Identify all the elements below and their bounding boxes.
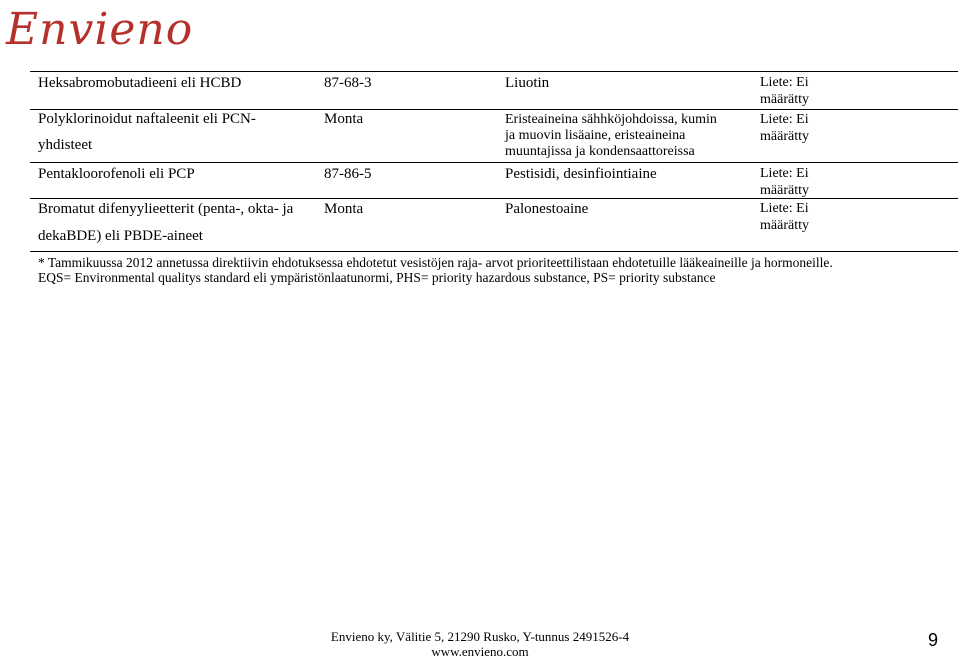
sludge-status: Liete: Ei määrätty bbox=[760, 166, 809, 198]
substance-use: Palonestoaine bbox=[505, 201, 589, 217]
footnote: * Tammikuussa 2012 annetussa direktiivin ehdotuksessa ehdotetut vesistöjen raja- arvot prioriteettilistaan ehdotetuille lääkeaineille ja hormoneille. bbox=[38, 255, 833, 270]
row-divider bbox=[30, 162, 958, 163]
substance-use-line: muuntajissa ja kondensaattoreissa bbox=[505, 144, 695, 159]
cas-number: 87-86-5 bbox=[324, 166, 372, 182]
row-divider bbox=[30, 198, 958, 199]
substance-name: Heksabromobutadieeni eli HCBD bbox=[38, 75, 242, 91]
cas-number: Monta bbox=[324, 201, 364, 217]
sludge-status: Liete: Ei määrätty bbox=[760, 75, 809, 107]
sludge-status: Liete: Ei määrätty bbox=[760, 112, 809, 144]
table-bottom-rule bbox=[30, 251, 958, 252]
substance-use-line: Eristeaineina sähhköjohdoissa, kumin bbox=[505, 112, 717, 127]
sludge-status: Liete: Ei määrätty bbox=[760, 201, 809, 233]
cas-number: 87-68-3 bbox=[324, 75, 372, 91]
cas-number: Monta bbox=[324, 111, 364, 127]
substance-name-line: dekaBDE) eli PBDE-aineet bbox=[38, 228, 203, 244]
page-number: 9 bbox=[928, 630, 939, 650]
footer-address: Envieno ky, Välitie 5, 21290 Rusko, Y-tunnus 2491526-4 bbox=[330, 629, 630, 644]
abbreviations-note: EQS= Environmental qualitys standard eli ympäristönlaatunormi, PHS= priority hazardous substance, PS= priority substance bbox=[38, 270, 716, 285]
substance-name: Pentakloorofenoli eli PCP bbox=[38, 166, 195, 182]
substance-use-line: ja muovin lisäaine, eristeaineina bbox=[505, 128, 686, 143]
substance-name-line: Bromatut difenyylieetterit (penta-, okta- ja bbox=[38, 201, 294, 217]
substance-use: Pestisidi, desinfiointiaine bbox=[505, 166, 657, 182]
substance-name-line: yhdisteet bbox=[38, 137, 93, 153]
company-logo: Envieno bbox=[6, 4, 194, 55]
substance-use: Liuotin bbox=[505, 75, 550, 91]
table-top-rule bbox=[30, 71, 958, 72]
footer-website: www.envieno.com bbox=[431, 644, 529, 659]
substance-name-line: Polyklorinoidut naftaleenit eli PCN- bbox=[38, 111, 256, 127]
